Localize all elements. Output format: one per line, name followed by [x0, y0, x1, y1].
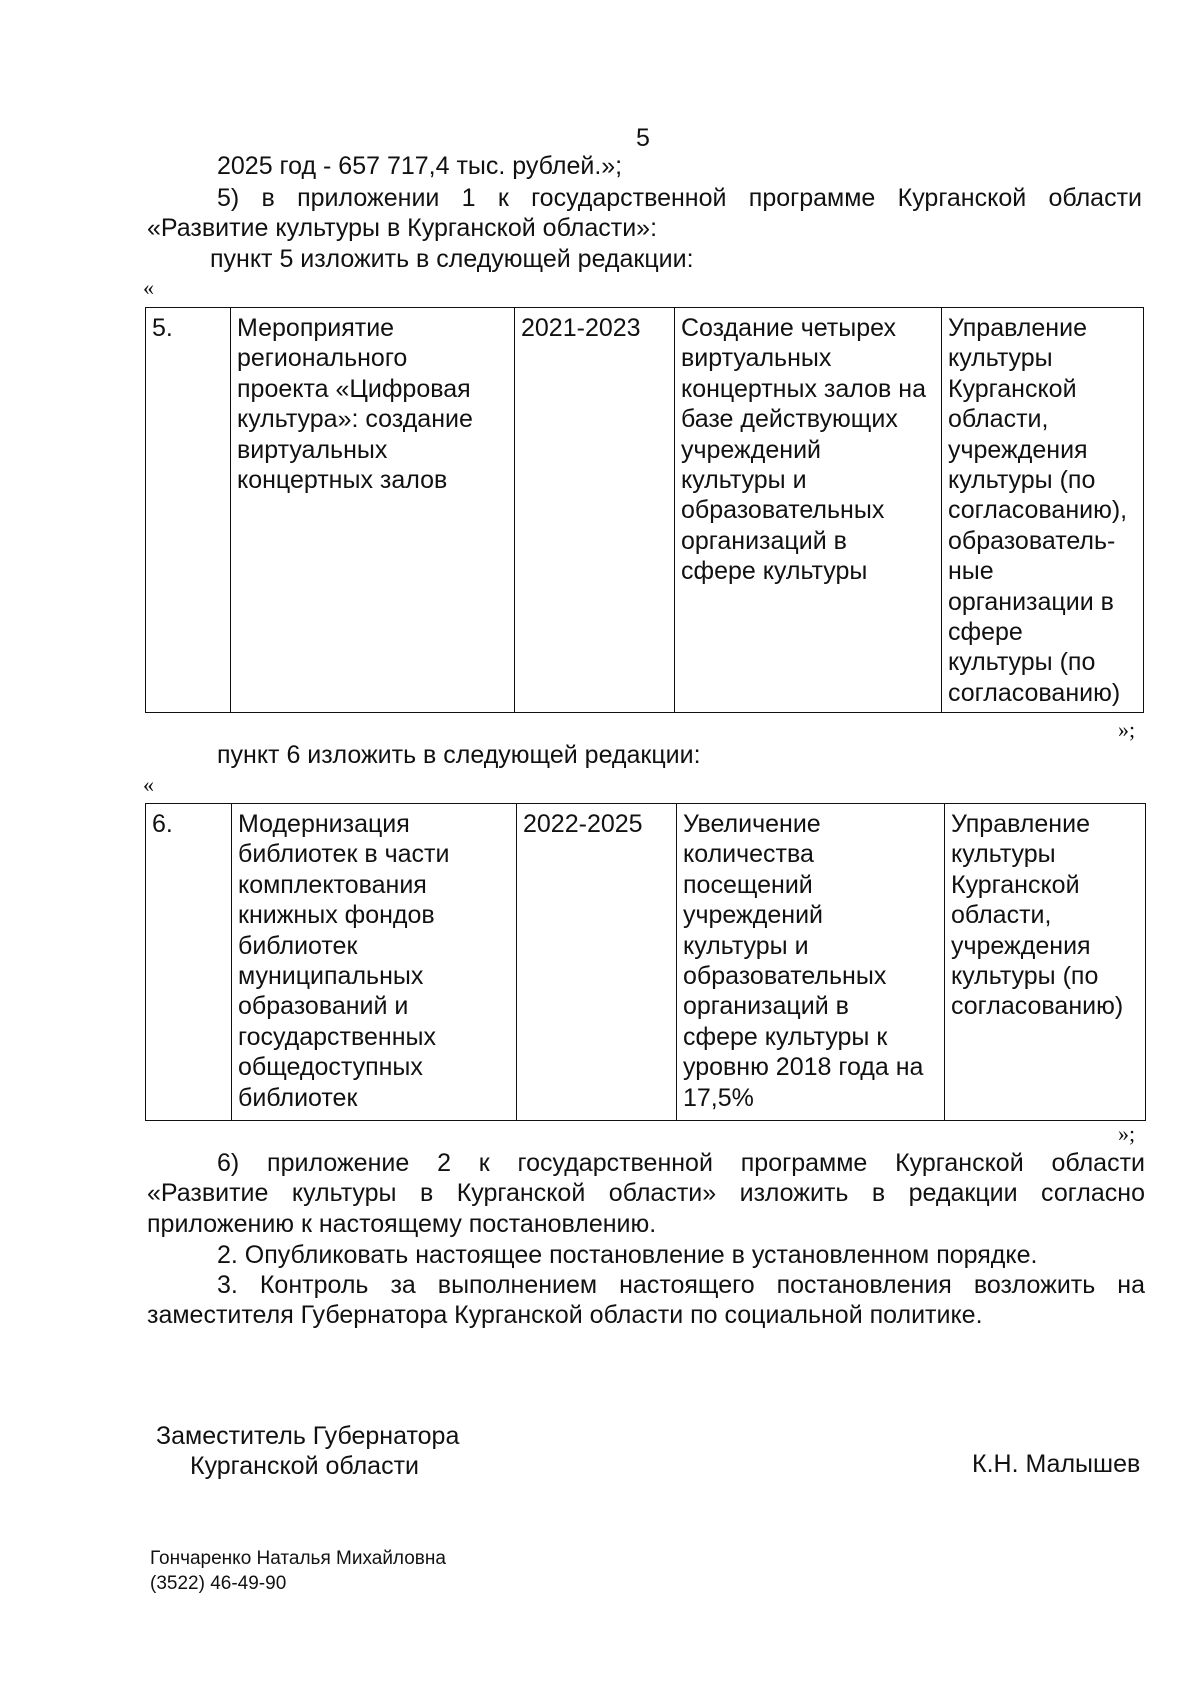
- table-punkt6: [145, 803, 1146, 1121]
- point2: 2. Опубликовать настоящее постановление в установленном порядке.: [217, 1241, 1038, 1269]
- table-row: [146, 804, 1146, 1121]
- item6-line2: «Развитие культуры в Курганской области» изложить в редакции согласно: [147, 1179, 1145, 1207]
- cell-event: Мероприятие регионального проекта «Цифровая культура»: создание виртуальных концертных залов: [231, 308, 515, 713]
- signature-position-line2: Курганской области: [190, 1452, 420, 1480]
- contact-name: Гончаренко Наталья Михайловна: [150, 1548, 446, 1569]
- cell-number: 6.: [146, 804, 232, 1121]
- cell-event: Модернизация библиотек в части комплектования книжных фондов библиотек муниципальных образований и государственных общедоступных библиотек: [232, 804, 517, 1121]
- item5-line1: 5) в приложении 1 к государственной программе Курганской области: [217, 184, 1142, 212]
- table-row: [146, 308, 1144, 713]
- contact-phone: (3522) 46-49-90: [150, 1573, 287, 1594]
- open-quote-6: «: [143, 772, 154, 797]
- cell-period: 2022-2025: [517, 804, 677, 1121]
- item6-line3: приложению к настоящему постановлению.: [147, 1210, 657, 1238]
- table-punkt5: [145, 307, 1144, 713]
- page-number: 5: [636, 124, 650, 152]
- close-quote-6: »;: [1118, 1121, 1136, 1146]
- cell-period: 2021-2023: [515, 308, 675, 713]
- item6-line1: 6) приложение 2 к государственной программе Курганской области: [217, 1149, 1145, 1177]
- open-quote-5: «: [143, 275, 154, 300]
- cell-result: Создание четырех виртуальных концертных залов на базе действующих учреждений культуры и образовательных организаций в сфере культуры: [675, 308, 942, 713]
- cell-number: 5.: [146, 308, 231, 713]
- punkt6-intro: пункт 6 изложить в следующей редакции:: [217, 741, 701, 769]
- point3-line1: 3. Контроль за выполнением настоящего постановления возложить на: [217, 1271, 1145, 1299]
- signature-position-line1: Заместитель Губернатора: [156, 1422, 460, 1450]
- item5-line2: «Развитие культуры в Курганской области»:: [147, 214, 658, 242]
- point3-line2: заместителя Губернатора Курганской области по социальной политике.: [147, 1301, 983, 1329]
- punkt5-intro: пункт 5 изложить в следующей редакции:: [210, 245, 694, 273]
- funding-2025-line: 2025 год - 657 717,4 тыс. рублей.»;: [217, 152, 623, 180]
- cell-executor: Управление культуры Курганской области, учреждения культуры (по согласованию): [945, 804, 1146, 1121]
- cell-result: Увеличение количества посещений учреждений культуры и образовательных организаций в сфере культуры к уровню 2018 года на 17,5%: [677, 804, 945, 1121]
- signature-name: К.Н. Малышев: [972, 1450, 1141, 1478]
- close-quote-5: »;: [1118, 717, 1136, 742]
- cell-executor: Управление культуры Курганской области, учреждения культуры (по согласованию), образователь- ные организации в сфере культуры (по согласованию): [942, 308, 1144, 713]
